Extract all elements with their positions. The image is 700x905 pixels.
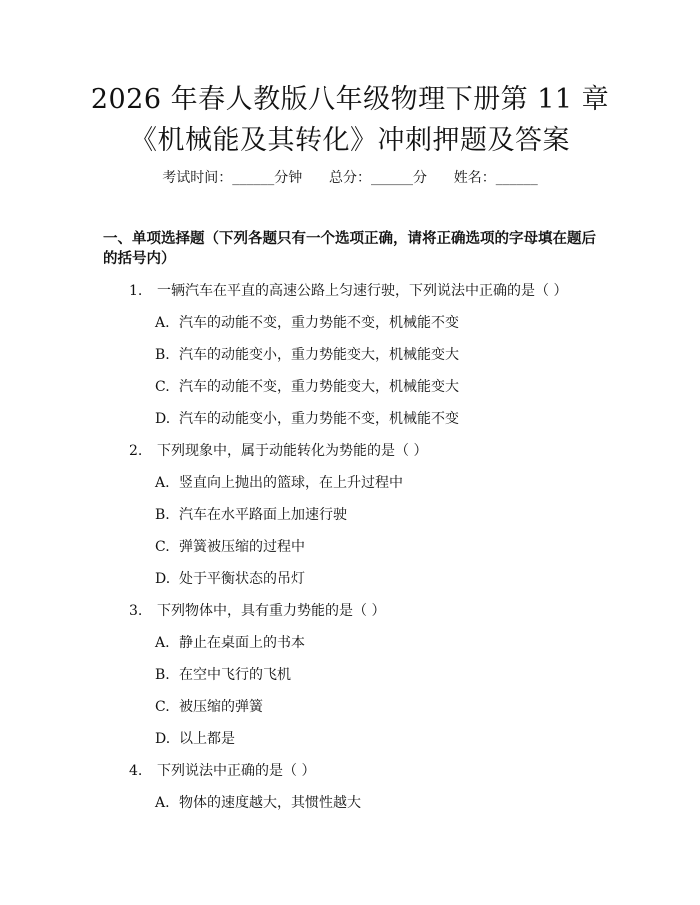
option-letter: C.: [155, 699, 170, 715]
answer-option: [155, 377, 459, 397]
exam-info: 考试时间：______分钟 总分：______分 姓名：______: [162, 170, 538, 186]
option-text: 被压缩的弹簧: [179, 699, 263, 715]
option-letter: D.: [155, 731, 171, 747]
option-text: 处于平衡状态的吊灯: [179, 571, 305, 587]
option-letter: A.: [155, 315, 170, 331]
question-number: 4.: [129, 763, 143, 779]
section-heading: 一、单项选择题（下列各题只有一个选项正确，请将正确选项的字母填在题后的括号内）: [103, 231, 596, 267]
answer-option: [155, 697, 263, 717]
answer-option: [155, 409, 459, 429]
question-text: 一辆汽车在平直的高速公路上匀速行驶，下列说法中正确的是（ ）: [157, 283, 568, 299]
answer-option: [155, 729, 235, 749]
answer-option: [155, 537, 305, 557]
question-text: 下列说法中正确的是（ ）: [157, 763, 316, 779]
option-letter: A.: [155, 635, 170, 651]
option-text: 汽车的动能变小，重力势能变大，机械能变大: [179, 347, 459, 363]
question-number: 3.: [129, 603, 143, 619]
question-stem: [129, 281, 567, 301]
option-text: 弹簧被压缩的过程中: [179, 539, 305, 555]
option-letter: C.: [155, 379, 170, 395]
question-text: 下列现象中，属于动能转化为势能的是（ ）: [157, 443, 428, 459]
option-text: 汽车的动能不变，重力势能变大，机械能变大: [179, 379, 459, 395]
answer-option: [155, 313, 459, 333]
option-text: 在空中飞行的飞机: [179, 667, 291, 683]
option-letter: A.: [155, 475, 170, 491]
option-text: 静止在桌面上的书本: [179, 635, 305, 651]
option-text: 汽车的动能不变，重力势能不变，机械能不变: [179, 315, 459, 331]
answer-option: [155, 633, 305, 653]
option-text: 竖直向上抛出的篮球，在上升过程中: [179, 475, 403, 491]
option-text: 以上都是: [179, 731, 235, 747]
option-letter: C.: [155, 539, 170, 555]
option-letter: B.: [155, 667, 170, 683]
option-letter: B.: [155, 507, 170, 523]
answer-option: [155, 569, 305, 589]
question-stem: [129, 601, 385, 621]
answer-option: [155, 505, 347, 525]
answer-option: [155, 793, 361, 813]
document-title-line-1: 2026 年春人教版八年级物理下册第 11 章: [90, 84, 610, 115]
question-stem: [129, 761, 315, 781]
option-text: 物体的速度越大，其惯性越大: [179, 795, 361, 811]
question-number: 1.: [129, 283, 143, 299]
answer-option: [155, 665, 291, 685]
option-text: 汽车的动能变小，重力势能不变，机械能不变: [179, 411, 459, 427]
question-number: 2.: [129, 443, 143, 459]
option-letter: B.: [155, 347, 170, 363]
answer-option: [155, 345, 459, 365]
option-letter: D.: [155, 571, 171, 587]
document-title-line-2: 《机械能及其转化》冲刺押题及答案: [130, 125, 570, 156]
answer-option: [155, 473, 403, 493]
option-letter: D.: [155, 411, 171, 427]
question-stem: [129, 441, 427, 461]
question-text: 下列物体中，具有重力势能的是（ ）: [157, 603, 386, 619]
option-text: 汽车在水平路面上加速行驶: [179, 507, 347, 523]
option-letter: A.: [155, 795, 170, 811]
